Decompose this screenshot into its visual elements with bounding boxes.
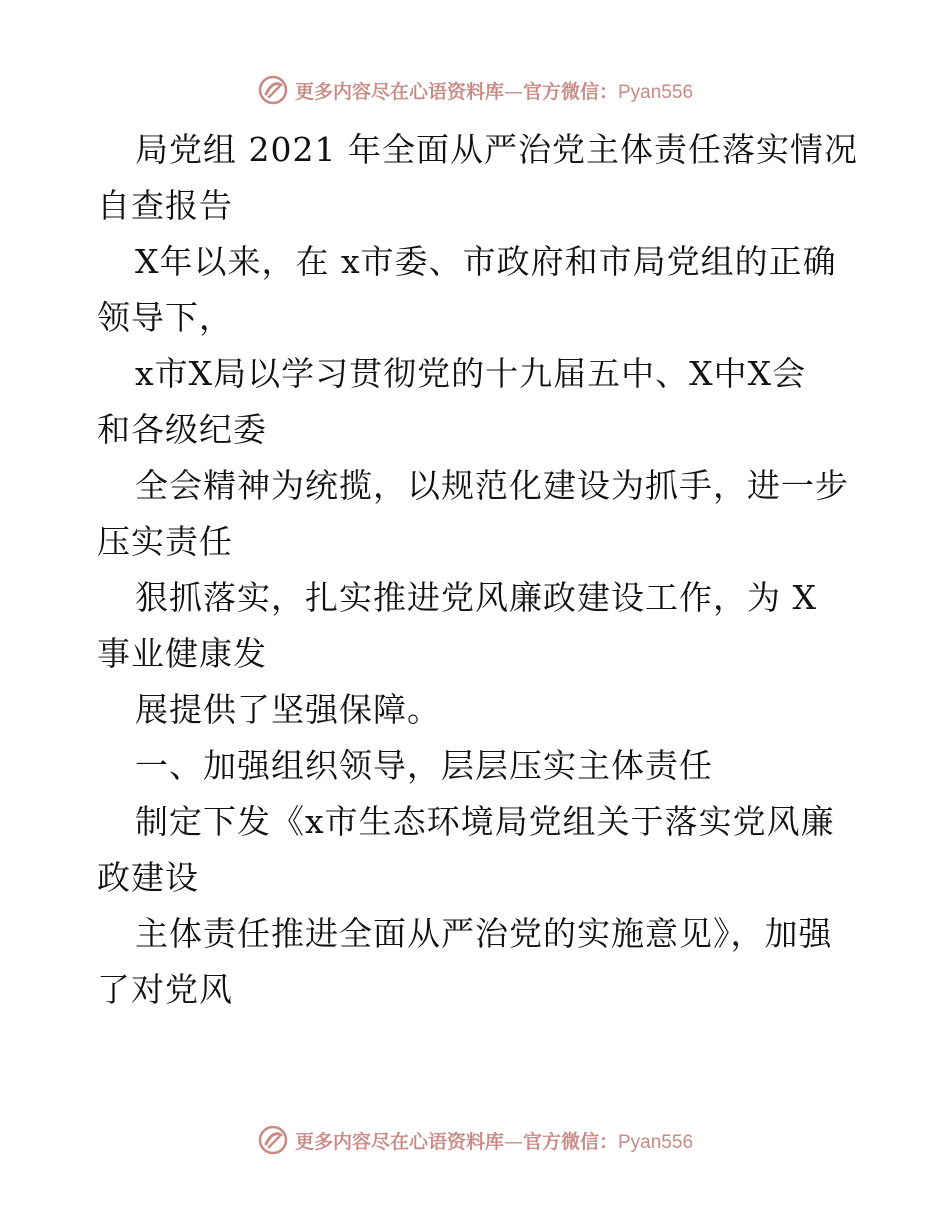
doc-line: 主体责任推进全面从严治党的实施意见》，加强 [135,914,833,953]
brand-logo-icon [257,74,289,106]
watermark-wechat-id: Pyan556 [618,81,694,103]
doc-line: 事业健康发 [97,634,267,673]
section-heading: 一、加强组织领导，层层压实主体责任 [135,746,713,785]
watermark-banner-top [0,70,950,110]
watermark-banner-bottom [0,1120,950,1160]
watermark-dash: — [503,1130,523,1153]
watermark-dash: — [503,80,523,103]
doc-line: 了对党风 [97,970,233,1009]
doc-line: 狠抓落实，扎实推进党风廉政建设工作，为 X [135,578,817,617]
doc-line: X年以来，在 x市委、市政府和市局党组的正确 [135,242,837,281]
doc-line: 政建设 [97,858,199,897]
watermark-wechat-label: 官方微信： [522,1130,618,1153]
document-body [97,122,867,1018]
watermark-wechat-label: 官方微信： [522,80,618,103]
watermark-brand: 更多内容尽在心语资料库 [294,80,504,103]
doc-line: 全会精神为统揽，以规范化建设为抓手，进一步 [135,466,849,505]
doc-line: 制定下发《x市生态环境局党组关于落实党风廉 [135,802,835,841]
doc-line: 局党组 2021 年全面从严治党主体责任落实情况 [135,130,858,169]
doc-line: 自查报告 [97,186,233,225]
watermark-brand: 更多内容尽在心语资料库 [294,1130,504,1153]
watermark-wechat-id: Pyan556 [618,1131,694,1153]
doc-line: 展提供了坚强保障。 [135,690,441,729]
watermark-text [295,77,693,104]
doc-line: 和各级纪委 [97,410,267,449]
doc-line: x市X局以学习贯彻党的十九届五中、X中X会 [135,354,807,393]
doc-line: 领导下， [97,298,233,337]
watermark-text [295,1127,693,1154]
doc-line: 压实责任 [97,522,233,561]
brand-logo-icon [257,1124,289,1156]
